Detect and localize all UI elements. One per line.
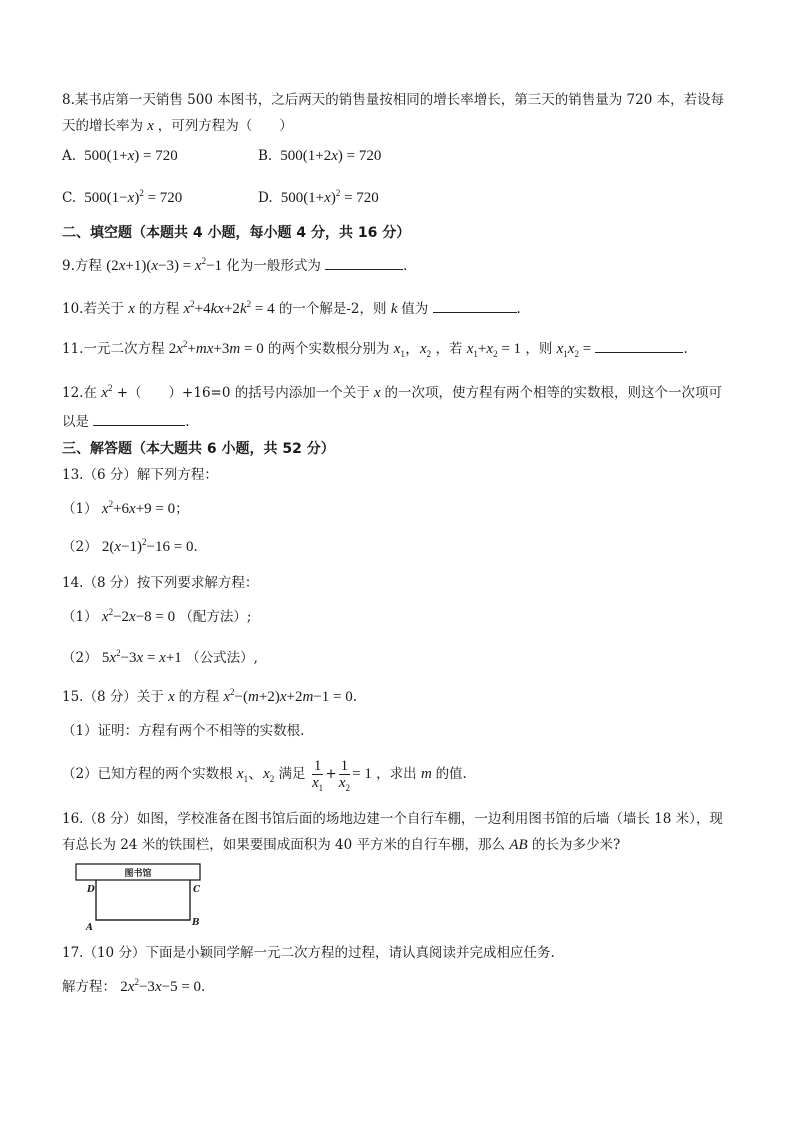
option-label: B. (258, 148, 273, 164)
q15-roots: $x_1$、$x_2$ (236, 766, 275, 784)
q8-option-b (258, 147, 381, 165)
q14-part2 (62, 649, 258, 667)
variable-x: x (168, 689, 179, 705)
q13-stem: 13.（6 分）解下列方程： (62, 467, 218, 483)
bike-shed-figure (74, 862, 202, 932)
option-equation: 500(1+x) = 720 (80, 148, 178, 164)
q10-text-tail: 值为 (401, 301, 429, 317)
q11-roots: $x_1$，$x_2$ (393, 341, 432, 359)
answer-blank[interactable] (433, 300, 517, 313)
section-heading-fill-in: 二、填空题（本题共 4 小题，每小题 4 分，共 16 分） (62, 225, 411, 241)
q12-text: 的一次项，使方程有两个相等的实数根，则这个一次项可 (384, 385, 722, 401)
q13-part2: （2） $2(x-1)^2-16 = 0$. (62, 537, 198, 555)
library-label: 图书馆 (124, 869, 152, 879)
variable-k: k (390, 301, 402, 317)
point-d-label: D (87, 885, 95, 895)
q10-equation: $x^2+4kx+2k^2 = 4$ (183, 299, 275, 317)
answer-blank[interactable] (93, 413, 185, 426)
q8-stem-line1: 8.某书店第一天销售 500 本图书，之后两天的销售量按相同的增长率增长，第三天的销售量为 720 本，若设每 (62, 92, 725, 108)
option-equation: $500(1-x)^2 = 720$ (80, 188, 183, 206)
q16-text: 有总长为 24 米的铁围栏，如果要围成面积为 40 平方米的自行车棚，那么 (62, 837, 506, 853)
q8-option-c (62, 189, 182, 207)
method-note: （配方法）; (179, 609, 252, 625)
q10: 10.若关于 x 的方程 $x^2+4kx+2k^2 = 4$ 的一个解是-2，则 k 值为 . (62, 299, 521, 317)
q13-equation-1: $x^2+6x+9 = 0$ (101, 499, 176, 517)
method-note: （公式法）, (186, 650, 258, 666)
q17-stem: 17.（10 分）下面是小颖同学解一元二次方程的过程，请认真阅读并完成相应任务. (62, 945, 555, 961)
q9-text: 9.方程 (62, 258, 102, 274)
q17-solve: 解方程： $2x^2-3x-5 = 0$. (62, 977, 206, 995)
answer-blank[interactable] (325, 257, 403, 270)
q8-stem-text: 天的增长率为 (62, 118, 143, 134)
option-label: A. (62, 148, 77, 164)
option-equation: 500(1+2x) = 720 (276, 148, 382, 164)
q11: 11.一元二次方程 $2x^2+mx+3m = 0$ 的两个实数根分别为 $x_1$，$x_2$ ，若 $x_1+x_2 = 1$ ，则 $x_1x_2$ = . (62, 339, 688, 359)
q11-text: 11.一元二次方程 (62, 341, 165, 357)
variable-x: x (147, 118, 158, 134)
fraction-1-over-x2: $\frac{1}{x_2}$ (338, 758, 350, 793)
point-c-label: C (193, 885, 201, 895)
fraction-1-over-x1: $\frac{1}{x_1}$ (312, 758, 324, 793)
q15-text: （2）已知方程的两个实数根 (62, 766, 233, 782)
q8-option-d (258, 189, 379, 207)
part-label: （2） (62, 650, 98, 666)
q11-text: ，若 (435, 341, 463, 357)
q12-line1 (62, 384, 722, 402)
q16-line2 (62, 836, 620, 854)
q10-text: 的方程 (138, 301, 180, 317)
part-label: （1） (62, 501, 98, 517)
q15-text: 15.（8 分）关于 (62, 689, 164, 705)
q12-text: +（ ）+16=0 的括号内添加一个关于 (116, 385, 370, 401)
q9-equation: $(2x+1)(x-3) = x^2-1$ (106, 256, 223, 274)
answer-blank[interactable] (595, 340, 683, 353)
q12-term: $x^2$ (101, 383, 113, 401)
q8-stem-line2 (62, 117, 293, 135)
q9-text-tail: 化为一般形式为 (226, 258, 321, 274)
section-heading-solutions: 三、解答题（本大题共 6 小题，共 52 分） (62, 441, 335, 457)
part-label: （2） (62, 539, 98, 555)
variable-m: m (420, 766, 436, 782)
q10-text: 的一个解是-2，则 (278, 301, 387, 317)
fence-outline (96, 880, 190, 920)
q8-stem-text-tail: ，可列方程为（ ） (157, 118, 293, 134)
q17-text: 解方程： (62, 979, 116, 995)
variable-x: x (374, 385, 385, 401)
q10-text: 10.若关于 (62, 301, 124, 317)
point-a-label: A (86, 923, 93, 932)
q9: 9.方程 $(2x+1)(x-3) = x^2-1$ 化为一般形式为 . (62, 256, 408, 274)
q16-line1: 16.（8 分）如图，学校准备在图书馆后面的场地边建一个自行车棚，一边利用图书馆的后墙（墙长 18 米），现 (62, 811, 723, 827)
q15-text: 的方程 (178, 689, 220, 705)
q11-product: $x_1x_2$ = (556, 341, 592, 359)
q14-part1 (62, 608, 251, 626)
option-label: C. (62, 190, 77, 206)
option-equation: $500(1+x)^2 = 720$ (276, 188, 379, 206)
q11-equation: $2x^2+mx+3m = 0$ (168, 339, 264, 357)
q11-text: 的两个实数根分别为 (268, 341, 390, 357)
segment-ab: AB (509, 837, 528, 853)
q12-line2: 以是 . (62, 414, 190, 430)
q17-equation: $2x^2-3x-5 = 0$ (120, 977, 202, 995)
q11-sum: $x_1+x_2 = 1$ (466, 341, 522, 359)
q14-stem: 14.（8 分）按下列要求解方程： (62, 575, 259, 591)
q16-text-tail: 的长为多少米? (531, 837, 621, 853)
q14-equation-1: $x^2-2x-8 = 0$ (101, 607, 176, 625)
q12-text: 以是 (62, 414, 89, 430)
q15-text-tail: 的值. (435, 766, 467, 782)
q15-equation: $x^2-(m+2)x+2m-1 = 0$ (223, 687, 353, 705)
part-label: （1） (62, 609, 98, 625)
q12-text: 12.在 (62, 385, 97, 401)
q13-equation-2: $2(x-1)^2-16 = 0$ (101, 537, 194, 555)
q15-text: ，求出 (376, 766, 417, 782)
q15-text: 满足 (278, 766, 306, 782)
q15-part1: （1）证明：方程有两个不相等的实数根. (62, 723, 305, 739)
q15-part2: （2）已知方程的两个实数根 $x_1$、$x_2$ 满足 $\frac{1}{x_1}$ + $\frac{1}{x_2}$ = 1 ，求出 m 的值. (62, 758, 467, 793)
variable-x: x (128, 301, 139, 317)
q14-equation-2: $5x^2-3x = x+1$ (101, 648, 182, 666)
q15-stem: 15.（8 分）关于 x 的方程 $x^2-(m+2)x+2m-1 = 0$. (62, 687, 358, 705)
q8-option-a (62, 147, 178, 165)
q13-part1: （1） $x^2+6x+9 = 0$； (62, 499, 189, 517)
point-b-label: B (192, 918, 200, 928)
option-label: D. (258, 190, 273, 206)
q11-text: ，则 (525, 341, 553, 357)
